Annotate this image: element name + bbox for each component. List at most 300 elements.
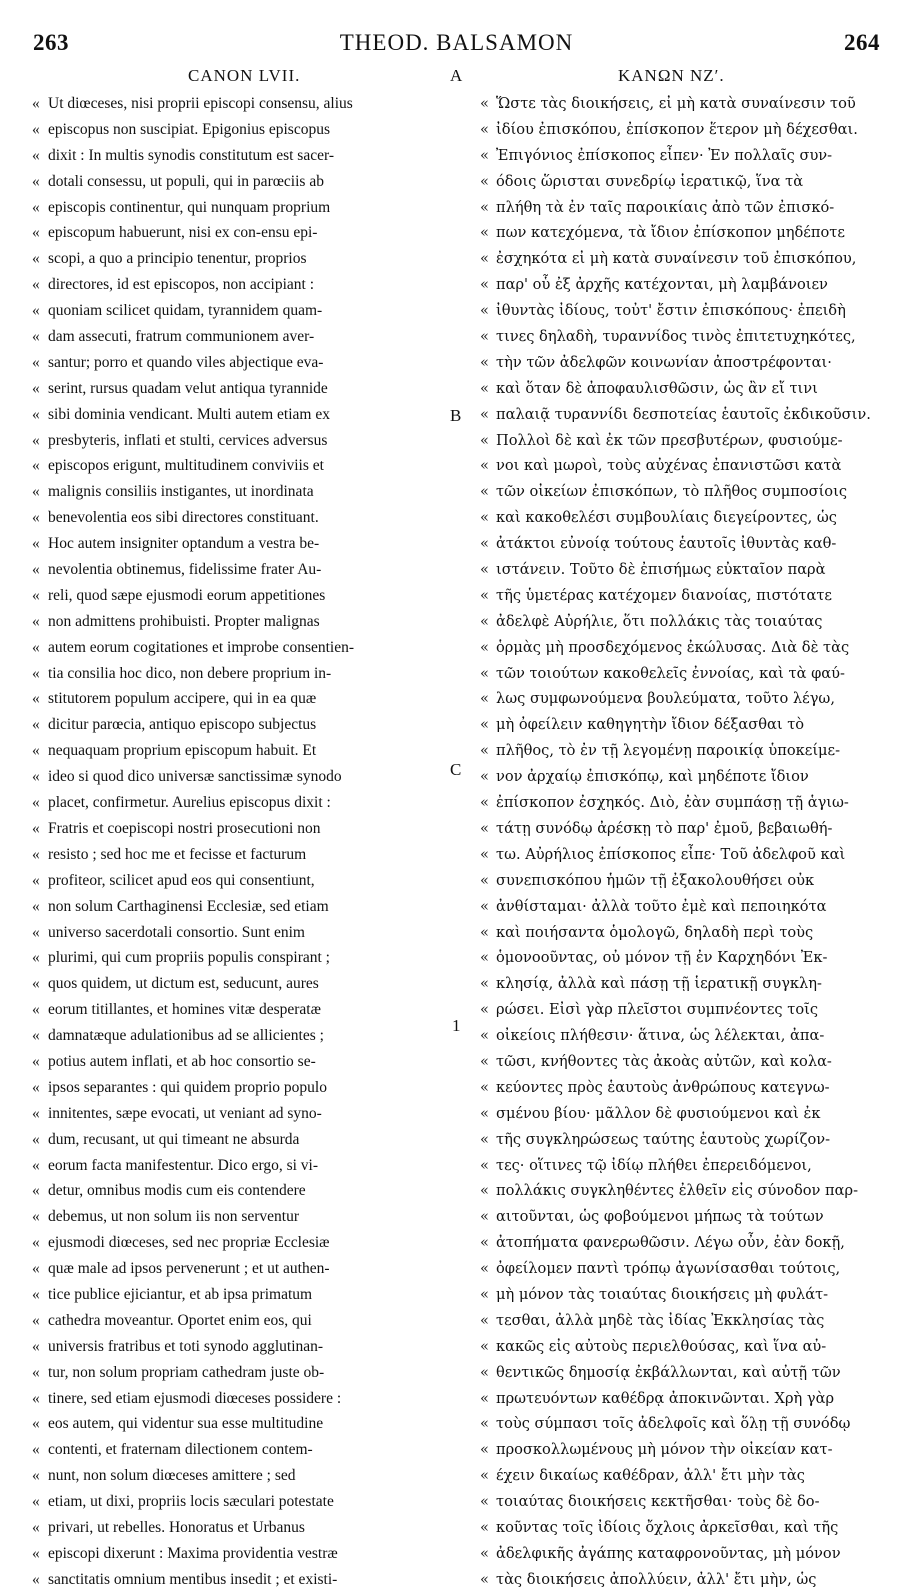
greek-line-text: κλησίᾳ, ἀλλὰ καὶ πάσῃ τῇ ἱερατικῇ συγκλη- [496,975,822,993]
quote-mark: « [480,379,489,397]
greek-line-text: κοῦντας τοῖς ἰδίοις ὄχλοις ἀρκεῖσθαι, καὶ τῆς [496,1518,839,1536]
greek-line-text: καὶ ὅταν δὲ ἀποφαυλισθῶσιν, ὡς ἂν εἴ τινι [496,379,818,397]
greek-line [480,195,888,221]
latin-line [32,1282,450,1308]
latin-line [32,557,450,583]
quote-mark: « [480,483,489,501]
latin-line [32,945,450,971]
greek-line [480,945,888,971]
latin-line [32,1127,450,1153]
greek-line [480,686,888,712]
quote-mark: « [32,638,40,656]
greek-line [480,1463,888,1489]
greek-line-text: τὴν τῶν ἀδελφῶν κοινωνίαν ἀποστρέφονται· [496,353,832,371]
greek-line [480,1386,888,1412]
quote-mark: « [480,95,489,112]
greek-line-text: ἀδελφὲ Αὐρήλιε, ὅτι πολλάκις τὰς τοιαύτας [496,612,823,630]
quote-mark: « [480,1285,489,1303]
quote-mark: « [480,1544,489,1562]
greek-line [480,169,888,195]
quote-mark: « [480,819,489,837]
greek-line [480,1282,888,1308]
greek-line-text: ἀνθίσταμαι· ἀλλὰ τοῦτο ἐμὲ καὶ πεποιηκότα [496,897,827,915]
greek-line [480,402,888,428]
quote-mark: « [32,1493,40,1511]
latin-line-text: universis fratribus et toti synodo agglutinan- [48,1337,324,1355]
greek-line-text: τῶν τοιούτων κακοθελεῖς ἐννοίας, καὶ τὰ φαύ- [496,664,845,682]
latin-line-text: scopi, a quo a principio tenentur, proprios [48,250,307,268]
latin-line-text: dam assecuti, fratrum communionem aver- [48,328,315,346]
greek-line-text: τάτῃ συνόδῳ ἀρέσκῃ τὸ παρ' ἐμοῦ, βεβαιωθή- [496,819,833,837]
quote-mark: « [480,1130,489,1148]
quote-mark: « [32,1311,40,1329]
greek-line-text: ἐπίσκοπον ἐσχηκός. Διὸ, ἐὰν συμπάσῃ τῇ ἁγιω- [496,794,849,812]
page-number-left: 263 [33,30,69,55]
greek-line-text: αιτοῦνται, ὡς φοβούμενοι μήπως τὰ τούτων [496,1208,824,1226]
latin-line [32,1541,450,1567]
greek-line [480,1308,888,1334]
greek-line-text: παρ' οὗ ἐξ ἀρχῆς κατέχονται, μὴ λαμβάνοιεν [496,276,828,294]
latin-line [32,1230,450,1256]
quote-mark: « [32,95,40,112]
quote-mark: « [480,1104,489,1122]
quote-mark: « [480,1389,489,1407]
greek-line-text: Πολλοὶ δὲ καὶ ἐκ τῶν πρεσβυτέρων, φυσιούμε- [496,431,843,449]
greek-line-text: τὰς διοικήσεις ἀπολλύειν, ἀλλ' ἔτι μὴν, ὡς [496,1570,817,1588]
latin-line [32,894,450,920]
greek-line-text: θεντικῶς δημοσίᾳ ἐκβάλλωνται, καὶ αὐτῇ τῶν [496,1363,841,1381]
latin-line [32,868,450,894]
latin-line [32,1437,450,1463]
quote-mark: « [32,1130,40,1148]
latin-line [32,376,450,402]
latin-line [32,920,450,946]
latin-line-text: innitentes, sæpe evocati, ut veniant ad syno- [48,1104,322,1122]
greek-line-text: Ἐπιγόνιος ἐπίσκοπος εἶπεν· Ἐν πολλαῖς συν- [496,146,833,164]
latin-line [32,842,450,868]
latin-line-text: autem eorum cogitationes et improbe consentien- [48,638,355,656]
greek-line-text: καὶ ποιήσαντα ὁμολογῶ, δηλαδὴ περὶ τοὺς [496,923,814,941]
latin-line-text: quæ male ad ipsos pervenerunt ; et ut authen- [48,1260,330,1278]
latin-line-text: universo sacerdotali consortio. Sunt enim [48,923,305,941]
greek-line-text: ἀδελφικῆς ἀγάπης καταφρονοῦντας, μὴ μόνον [496,1544,841,1562]
latin-line-text: sanctitatis omnium mentibus insedit ; et existi- [48,1570,338,1588]
quote-mark: « [480,1234,489,1252]
latin-line-text: sibi dominia vendicant. Multi autem etiam ex [48,405,330,423]
quote-mark: « [480,1001,489,1019]
latin-line [32,1308,450,1334]
greek-line-text: Ὥστε τὰς διοικήσεις, εἰ μὴ κατὰ συναίνεσιν τοῦ [496,95,856,112]
quote-mark: « [480,405,489,423]
latin-line-text: dixit : In multis synodis constitutum est sacer- [48,146,334,164]
quote-mark: « [32,897,40,915]
latin-line-text: benevolentia eos sibi directores constituant. [48,509,319,527]
latin-line [32,1334,450,1360]
latin-line-text: tia consilia hoc dico, non debere proprium in- [48,664,332,682]
latin-line-text: reli, quod sæpe ejusmodi eorum appetitiones [48,586,326,604]
greek-line [480,661,888,687]
quote-mark: « [32,1208,40,1226]
latin-line [32,738,450,764]
quote-mark: « [480,742,489,760]
greek-line-text: τω. Αὐρήλιος ἐπίσκοπος εἶπε· Τοῦ ἀδελφοῦ καὶ [496,845,846,863]
greek-line [480,1437,888,1463]
quote-mark: « [32,1441,40,1459]
quote-mark: « [32,483,40,501]
latin-line-text: eos autem, qui videntur sua esse multitudine [48,1415,324,1433]
latin-line-text: dotali consessu, ut populi, qui in parœciis ab [48,172,324,190]
greek-line-text: τεσθαι, ἀλλὰ μηδὲ τὰς ἰδίας Ἐκκλησίας τὰς [496,1311,825,1329]
greek-line-text: τῆς ὑμετέρας κατέχομεν διανοίας, πιστότατε [496,586,832,604]
greek-line-text: κακῶς εἰς αὐτοὺς περιελθούσας, καὶ ἵνα αὐ- [496,1337,827,1355]
greek-line [480,1075,888,1101]
quote-mark: « [32,172,40,190]
latin-line [32,246,450,272]
quote-mark: « [32,328,40,346]
greek-line-text: μὴ μόνον τὰς τοιαύτας διοικήσεις μὴ φυλάτ- [496,1285,829,1303]
greek-line-text: προσκολλωμένους μὴ μόνον τὴν οἰκείαν κατ- [496,1441,833,1459]
greek-line-text: καὶ κακοθελέσι συμβουλίαις διεγείροντες, ὡς [496,509,837,527]
latin-line-text: malignis consiliis instigantes, ut inordinata [48,483,314,501]
quote-mark: « [32,1027,40,1045]
quote-mark: « [480,328,489,346]
latin-line-text: tice publice ejiciantur, et ab ipsa primatum [48,1285,313,1303]
greek-line [480,479,888,505]
quote-mark: « [32,716,40,734]
latin-line [32,1204,450,1230]
margin-marker-1: 1 [452,1016,461,1035]
greek-line-text: ιστάνειν. Τοῦτο δὲ ἐπισήμως εὐκταῖον παρὰ [496,561,826,579]
latin-line-text: detur, omnibus modis cum eis contendere [48,1182,306,1200]
greek-line-text: σμένου βίου· μᾶλλον δὲ φυσιούμενοι καὶ ἐκ [496,1104,821,1122]
quote-mark: « [32,742,40,760]
latin-line-text: potius autem inflati, et ab hoc consortio se- [48,1052,316,1070]
greek-line-text: λως συμφωνούμενα βουλεύματα, τοῦτο λέγω, [496,690,835,708]
latin-line [32,1178,450,1204]
latin-line [32,1256,450,1282]
latin-line-text: episcopos erigunt, multitudinem conviviis et [48,457,324,475]
quote-mark: « [480,535,489,553]
greek-line [480,376,888,402]
greek-line [480,1127,888,1153]
quote-mark: « [32,1260,40,1278]
latin-line [32,272,450,298]
latin-line-text: dum, recusant, ut qui timeant ne absurda [48,1130,300,1148]
quote-mark: « [32,198,40,216]
latin-line-text: episcopis continentur, qui nunquam proprium [48,198,331,216]
greek-line-text: πλήθη τὰ ἐν ταῖς παροικίαις ἀπὸ τῶν ἐπισκό- [496,198,835,216]
quote-mark: « [480,120,489,138]
latin-line [32,609,450,635]
quote-mark: « [480,897,489,915]
latin-line-text: quoniam scilicet quidam, tyrannidem quam- [48,302,323,320]
quote-mark: « [32,302,40,320]
quote-mark: « [480,1260,489,1278]
latin-line [32,195,450,221]
latin-line [32,324,450,350]
greek-line [480,298,888,324]
latin-line [32,1075,450,1101]
greek-line [480,712,888,738]
latin-line-text: ejusmodi diœceses, sed nec propriæ Ecclesiæ [48,1234,330,1252]
latin-line-text: eorum facta manifestentur. Dico ergo, si vi- [48,1156,319,1174]
greek-line [480,1101,888,1127]
greek-line [480,428,888,454]
latin-line [32,997,450,1023]
quote-mark: « [32,1363,40,1381]
greek-line [480,842,888,868]
latin-canon-title: CANON LVII. [188,66,301,85]
greek-line-text: τινες δηλαδὴ, τυραννίδος τινὸς ἐπιτετυχηκότες, [496,328,856,346]
quote-mark: « [480,1027,489,1045]
greek-line-text: νοι καὶ μωροὶ, τοὺς αὐχένας ἐπανιστῶσι κατὰ [496,457,842,475]
greek-line-text: παλαιᾷ τυραννίδι δεσποτείας ἑαυτοῖς ἐκδικοῦσιν. [496,405,871,423]
latin-line [32,350,450,376]
quote-mark: « [32,1518,40,1536]
quote-mark: « [32,405,40,423]
quote-mark: « [480,949,489,967]
latin-line [32,790,450,816]
latin-line-text: presbyteris, inflati et stulti, cervices adversus [48,431,328,449]
greek-line-text: ἰδίου ἐπισκόπου, ἐπίσκοπον ἕτερον μὴ δέχεσθαι. [496,120,858,138]
latin-line-text: cathedra moveantur. Oportet enim eos, qui [48,1311,312,1329]
quote-mark: « [480,1363,489,1381]
quote-mark: « [32,250,40,268]
latin-line [32,661,450,687]
quote-mark: « [32,1467,40,1485]
latin-line-text: santur; porro et quando viles abjectique eva- [48,353,324,371]
quote-mark: « [32,379,40,397]
quote-mark: « [480,1078,489,1096]
quote-mark: « [480,1311,489,1329]
quote-mark: « [32,1104,40,1122]
greek-canon-title: ΚΑΝΩΝ ΝΖʹ. [618,66,725,85]
latin-line [32,91,450,117]
latin-line-text: resisto ; sed hoc me et fecisse et facturum [48,845,307,863]
latin-line [32,635,450,661]
greek-line [480,816,888,842]
quote-mark: « [480,716,489,734]
greek-line-text: ἰθυντὰς ἰδίους, τοὐτ' ἔστιν ἐπισκόπους· ἐπειδὴ [496,302,846,320]
greek-line [480,531,888,557]
quote-mark: « [480,276,489,294]
greek-line [480,1230,888,1256]
latin-line [32,1463,450,1489]
quote-mark: « [32,457,40,475]
quote-mark: « [480,353,489,371]
quote-mark: « [32,949,40,967]
greek-line [480,143,888,169]
latin-line [32,1360,450,1386]
greek-line [480,1178,888,1204]
latin-line-text: episcopi dixerunt : Maxima providentia vestræ [48,1544,338,1562]
greek-line-text: πων κατεχόμενα, τὰ ἴδιον ἐπίσκοπον μηδέποτε [496,224,845,242]
greek-line-text: ἀτοπήματα φανερωθῶσιν. Λέγω οὖν, ἐὰν δοκῇ, [496,1234,845,1252]
quote-mark: « [480,1570,489,1588]
latin-line [32,531,450,557]
latin-line-text: ipsos separantes : qui quidem proprio populo [48,1078,327,1096]
greek-line [480,246,888,272]
greek-line [480,920,888,946]
latin-line [32,816,450,842]
quote-mark: « [32,535,40,553]
latin-line [32,1386,450,1412]
latin-line [32,764,450,790]
greek-line-text: πλῆθος, τὸ ἐν τῇ λεγομένῃ παροικίᾳ ὑποκείμε- [496,742,841,760]
greek-line-text: κεύοντες πρὸς ἑαυτοὺς ἀνθρώπους κατεγνω- [496,1078,830,1096]
greek-line [480,738,888,764]
greek-line [480,1204,888,1230]
latin-line [32,1489,450,1515]
greek-line [480,1515,888,1541]
quote-mark: « [480,1182,489,1200]
greek-line [480,1049,888,1075]
latin-line [32,971,450,997]
margin-marker-a: A [450,66,463,85]
latin-line [32,479,450,505]
greek-line [480,868,888,894]
latin-line [32,117,450,143]
greek-line [480,1256,888,1282]
latin-line [32,505,450,531]
greek-line [480,1489,888,1515]
quote-mark: « [480,561,489,579]
latin-line-text: serint, rursus quadam velut antiqua tyrannide [48,379,328,397]
quote-mark: « [32,431,40,449]
greek-line-text: πρωτευόντων καθέδρᾳ ἀποκινῶνται. Χρὴ γὰρ [496,1389,835,1407]
quote-mark: « [32,1156,40,1174]
greek-line [480,1153,888,1179]
latin-line-text: nunt, non solum diœceses amittere ; sed [48,1467,296,1485]
quote-mark: « [32,1415,40,1433]
quote-mark: « [32,1234,40,1252]
latin-line-text: profiteor, scilicet apud eos qui consentiunt, [48,871,315,889]
quote-mark: « [32,586,40,604]
quote-mark: « [480,146,489,164]
greek-line-text: ἀτάκτοι εὐνοίᾳ τούτους ἑαυτοῖς ἰθυντὰς καθ- [496,535,837,553]
greek-line [480,350,888,376]
latin-line-text: stitutorem populum accipere, qui in ea quæ [48,690,317,708]
latin-line-text: episcopus non suscipiat. Epigonius episcopus [48,120,330,138]
greek-line-text: τοιαύτας διοικήσεις κεκτῆσθαι· τοὺς δὲ δο- [496,1493,820,1511]
greek-line [480,272,888,298]
latin-line-text: non solum Carthaginensi Ecclesiæ, sed etiam [48,897,329,915]
latin-line [32,583,450,609]
greek-line [480,557,888,583]
greek-line-text: νον ἀρχαίῳ ἐπισκόπῳ, καὶ μηδέποτε ἴδιον [496,768,809,786]
greek-line [480,971,888,997]
quote-mark: « [32,1570,40,1588]
quote-mark: « [480,690,489,708]
quote-mark: « [32,353,40,371]
quote-mark: « [32,1285,40,1303]
quote-mark: « [480,1415,489,1433]
latin-text-column [32,91,450,1593]
greek-line [480,583,888,609]
quote-mark: « [32,819,40,837]
greek-line-text: ὁρμὰς μὴ προσδεχόμενος ἐκώλυσας. Διὰ δὲ τὰς [496,638,850,656]
latin-line [32,1567,450,1593]
quote-mark: « [480,871,489,889]
greek-line [480,1360,888,1386]
greek-line [480,997,888,1023]
quote-mark: « [480,975,489,993]
quote-mark: « [32,794,40,812]
quote-mark: « [32,1337,40,1355]
greek-line [480,790,888,816]
greek-line [480,1567,888,1593]
latin-line-text: Hoc autem insigniter optandum a vestra be- [48,535,320,553]
latin-line-text: quos quidem, ut dictum est, seducunt, aures [48,975,319,993]
greek-line [480,220,888,246]
greek-line [480,1541,888,1567]
latin-line-text: Fratris et coepiscopi nostri prosecutioni non [48,819,321,837]
quote-mark: « [32,276,40,294]
quote-mark: « [480,172,489,190]
greek-line-text: τοὺς σύμπασι τοῖς ἀδελφοῖς καὶ ὅλῃ τῇ συνόδῳ [496,1415,851,1433]
latin-line-text: dicitur parœcia, antiquo episcopo subjectus [48,716,317,734]
quote-mark: « [480,1208,489,1226]
quote-mark: « [32,975,40,993]
quote-mark: « [480,845,489,863]
greek-line [480,505,888,531]
quote-mark: « [480,586,489,604]
latin-line [32,453,450,479]
latin-line [32,1411,450,1437]
greek-line [480,1023,888,1049]
latin-line-text: nevolentia obtinemus, fidelissime frater Au- [48,561,322,579]
quote-mark: « [32,871,40,889]
quote-mark: « [480,1052,489,1070]
latin-line [32,143,450,169]
latin-line-text: etiam, ut dixi, propriis locis sæculari potestate [48,1493,334,1511]
quote-mark: « [480,431,489,449]
quote-mark: « [32,664,40,682]
quote-mark: « [32,845,40,863]
latin-line [32,712,450,738]
quote-mark: « [32,1389,40,1407]
latin-line [32,1101,450,1127]
margin-marker-b: B [450,406,462,425]
quote-mark: « [480,457,489,475]
quote-mark: « [480,768,489,786]
greek-line-text: τες· οἵτινες τῷ ἰδίῳ πλήθει ἐπερειδόμενοι, [496,1156,812,1174]
quote-mark: « [480,1337,489,1355]
greek-line-text: ὁμονοοῦντας, οὐ μόνον τῇ ἐν Καρχηδόνι Ἐκ- [496,949,828,967]
quote-mark: « [32,1544,40,1562]
quote-mark: « [32,612,40,630]
greek-line-text: μὴ ὀφείλειν καθηγητὴν ἴδιον δέξασθαι τὸ [496,716,805,734]
latin-line-text: tur, non solum propriam cathedram juste ob- [48,1363,325,1381]
latin-line [32,1153,450,1179]
greek-line [480,764,888,790]
quote-mark: « [480,1156,489,1174]
latin-line [32,402,450,428]
latin-line-text: tinere, sed etiam ejusmodi diœceses possidere : [48,1389,342,1407]
greek-line-text: ἐσχηκότα εἰ μὴ κατὰ συναίνεσιν τοῦ ἐπισκόπου, [496,250,857,268]
greek-line-text: τῆς συγκληρώσεως ταύτης ἑαυτοὺς χωρίζον- [496,1130,831,1148]
quote-mark: « [480,794,489,812]
page-number-right: 264 [844,30,880,55]
quote-mark: « [480,923,489,941]
quote-mark: « [32,1001,40,1019]
quote-mark: « [32,224,40,242]
greek-line [480,117,888,143]
quote-mark: « [480,1467,489,1485]
greek-line-text: ὀφείλομεν παντὶ τρόπῳ ἀγωνίσασθαι τούτοις, [496,1260,841,1278]
latin-line-text: debemus, ut non solum iis non serventur [48,1208,299,1226]
latin-line [32,1515,450,1541]
